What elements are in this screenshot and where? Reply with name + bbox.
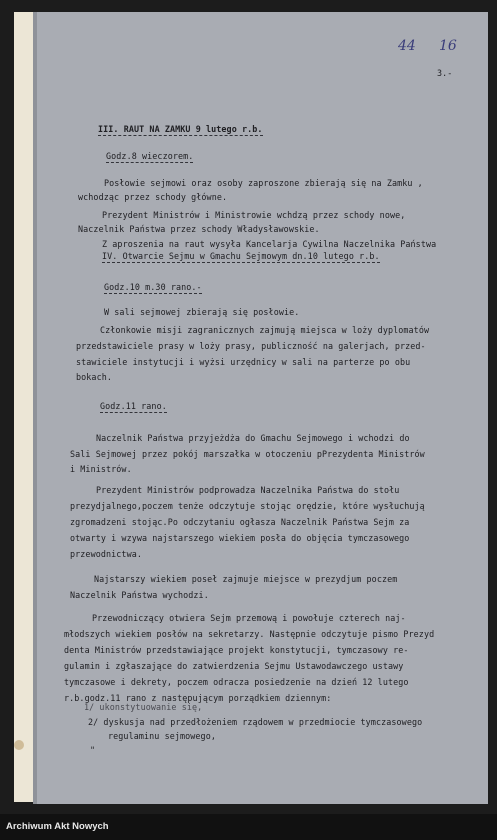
paragraph-line: przedstawiciele prasy w loży prasy, publiczność na galerjach, przed- [76,341,426,351]
paragraph-line: i Ministrów. [70,464,132,474]
paragraph-line: Naczelnik Państwa przez schody Władysławowskie. [78,224,320,234]
paragraph-line: denta Ministrów przedstawiające projekt konstytucji, tymczasowy re- [64,645,409,655]
page-number: 3.- [437,68,453,78]
time-heading-2: Godz.10 m.30 rano.- [104,282,202,292]
list-item-1: 1/ ukonstytuowanie się, [84,702,203,712]
section-heading-sejm: IV. Otwarcie Sejmu w Gmachu Sejmowym dn.10 lutego r.b. [102,251,380,261]
paragraph-line: otwarty i wzywa najstarszego wiekiem posła do objęcia tymczasowego [70,533,410,543]
paragraph-line: tymczasowe i dekrety, poczem odracza posiedzenie na dzień 12 lutego [64,677,409,687]
time-heading-3: Godz.11 rano. [100,401,167,411]
paragraph-line: Prezydent Ministrów podprowadza Naczelnika Państwa do stołu [96,485,400,495]
paragraph-line: prezydjalnego,poczem tenże odczytuje stojąc orędzie, które wysłuchują [70,501,425,511]
archive-footer [0,814,497,840]
paragraph-line: bokach. [76,372,112,382]
footer-label: Archiwum Akt Nowych [6,821,109,832]
paragraph-line: Posłowie sejmowi oraz osoby zaproszone zbierają się na Zamku , [104,178,423,188]
stain-mark [14,740,24,750]
page-shadow-edge [33,12,37,804]
paragraph-line: Przewodniczący otwiera Sejm przemową i powołuje czterech naj- [92,613,406,623]
paragraph-line: zgromadzeni stojąc.Po odczytaniu ogłasza Naczelnik Państwa Sejm za [70,517,410,527]
time-heading-1: Godz.8 wieczorem. [106,151,194,161]
list-item-2: 2/ dyskusja nad przedłożeniem rządowem w przedmiocie tymczasowego [88,717,423,727]
paragraph-line: Prezydent Ministrów i Ministrowie wchdzą przez schody nowe, [102,210,406,220]
paragraph-line: gulamin i zgłaszające do zatwierdzenia Sejmu Ustawodawczego ustawy [64,661,404,671]
paragraph-line: Najstarszy wiekiem poseł zajmuje miejsce w prezydjum poczem [94,574,398,584]
paragraph-line: młodszych wiekiem posłów na sekretarzy. Następnie odczytuje pismo Prezyd [64,629,435,639]
paragraph-line: r.b.godz.11 rano z następującym porządkiem dziennym: [64,693,332,703]
ditto-mark: " [90,745,96,755]
paragraph-line: Sali Sejmowej przez pokój marszałka w otoczeniu pPrezydenta Ministrów [70,449,425,459]
paragraph-line: przewodnictwa. [70,549,142,559]
paragraph-line: Naczelnik Państwa wychodzi. [70,590,209,600]
handwritten-number-b: 16 [439,38,457,54]
paragraph-line: W sali sejmowej zbierają się posłowie. [104,307,300,317]
paragraph-line: Naczelnik Państwa przyjeżdża do Gmachu Sejmowego i wchodzi do [96,433,410,443]
section-heading-raut: III. RAUT NA ZAMKU 9 lutego r.b. [98,124,263,134]
paragraph-line: wchodząc przez schody główne. [78,192,228,202]
list-item-2-cont: regulaminu sejmowego, [108,731,216,741]
paragraph-line: stawiciele instytucji i wyżsi urzędnicy w sali na parterze po obu [76,357,411,367]
handwritten-number-a: 44 [398,38,416,54]
paragraph-line: Członkowie misji zagranicznych zajmują miejsca w loży dyplomatów [100,325,430,335]
paragraph-line: Z aproszenia na raut wysyła Kancelarja Cywilna Naczelnika Państwa [102,239,437,249]
